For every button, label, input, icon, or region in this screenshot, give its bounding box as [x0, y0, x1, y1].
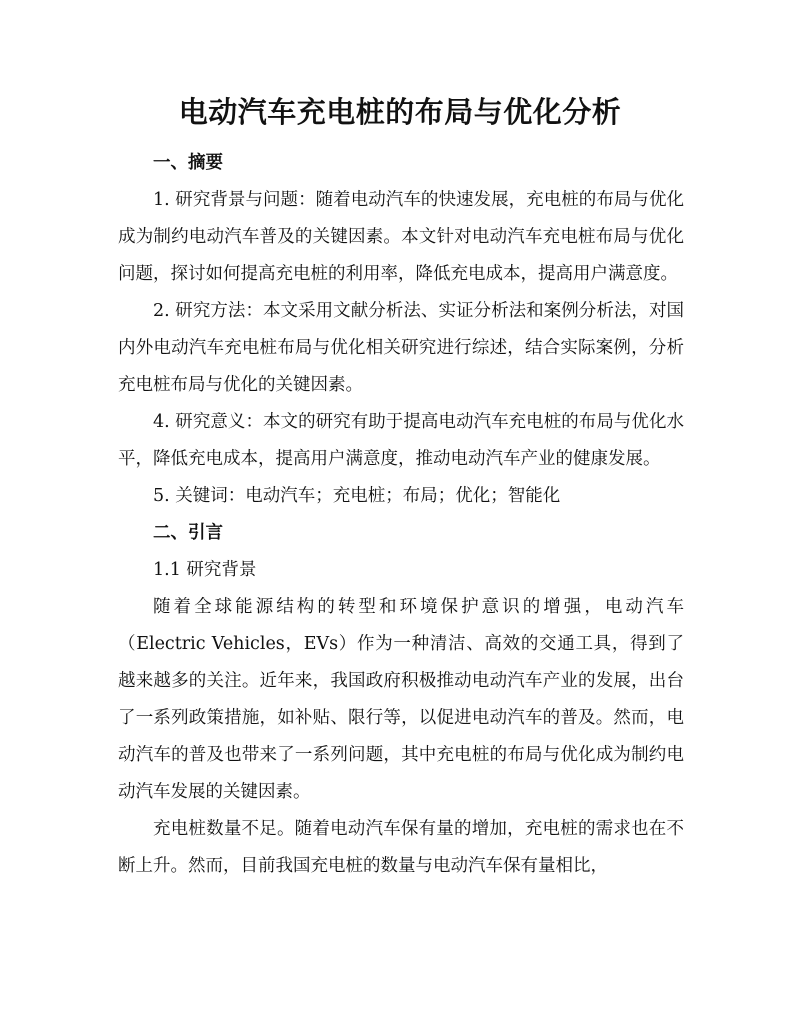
- abstract-item-background: 1. 研究背景与问题：随着电动汽车的快速发展，充电桩的布局与优化成为制约电动汽车普及的关键因素。本文针对电动汽车充电桩布局与优化问题，探讨如何提高充电桩的利用率，降低充电成本，提高用户满意度。: [118, 190, 684, 284]
- document-body: [118, 145, 684, 885]
- abstract-item-keywords: 5. 关键词：电动汽车；充电桩；布局；优化；智能化: [153, 486, 561, 506]
- abstract-item-method: 2. 研究方法：本文采用文献分析法、实证分析法和案例分析法，对国内外电动汽车充电桩布局与优化相关研究进行综述，结合实际案例，分析充电桩布局与优化的关键因素。: [118, 301, 684, 395]
- section-heading-introduction: 二、引言: [153, 523, 223, 543]
- document-title: 电动汽车充电桩的布局与优化分析: [178, 95, 622, 129]
- intro-paragraph: 充电桩数量不足。随着电动汽车保有量的增加，充电桩的需求也在不断上升。然而，目前我国充电桩的数量与电动汽车保有量相比，: [118, 819, 684, 876]
- section-heading-abstract: 一、摘要: [153, 153, 223, 173]
- intro-paragraph: 随着全球能源结构的转型和环境保护意识的增强，电动汽车（Electric Vehicles，EVs）作为一种清洁、高效的交通工具，得到了越来越多的关注。近年来，我国政府积极推动电动汽车产业的发展，出台了一系列政策措施，如补贴、限行等，以促进电动汽车的普及。然而，电动汽车的普及也带来了一系列问题，其中充电桩的布局与优化成为制约电动汽车发展的关键因素。: [118, 597, 684, 802]
- subsection-heading-background: 1.1 研究背景: [153, 560, 257, 580]
- abstract-item-significance: 4. 研究意义：本文的研究有助于提高电动汽车充电桩的布局与优化水平，降低充电成本，提高用户满意度，推动电动汽车产业的健康发展。: [118, 412, 684, 469]
